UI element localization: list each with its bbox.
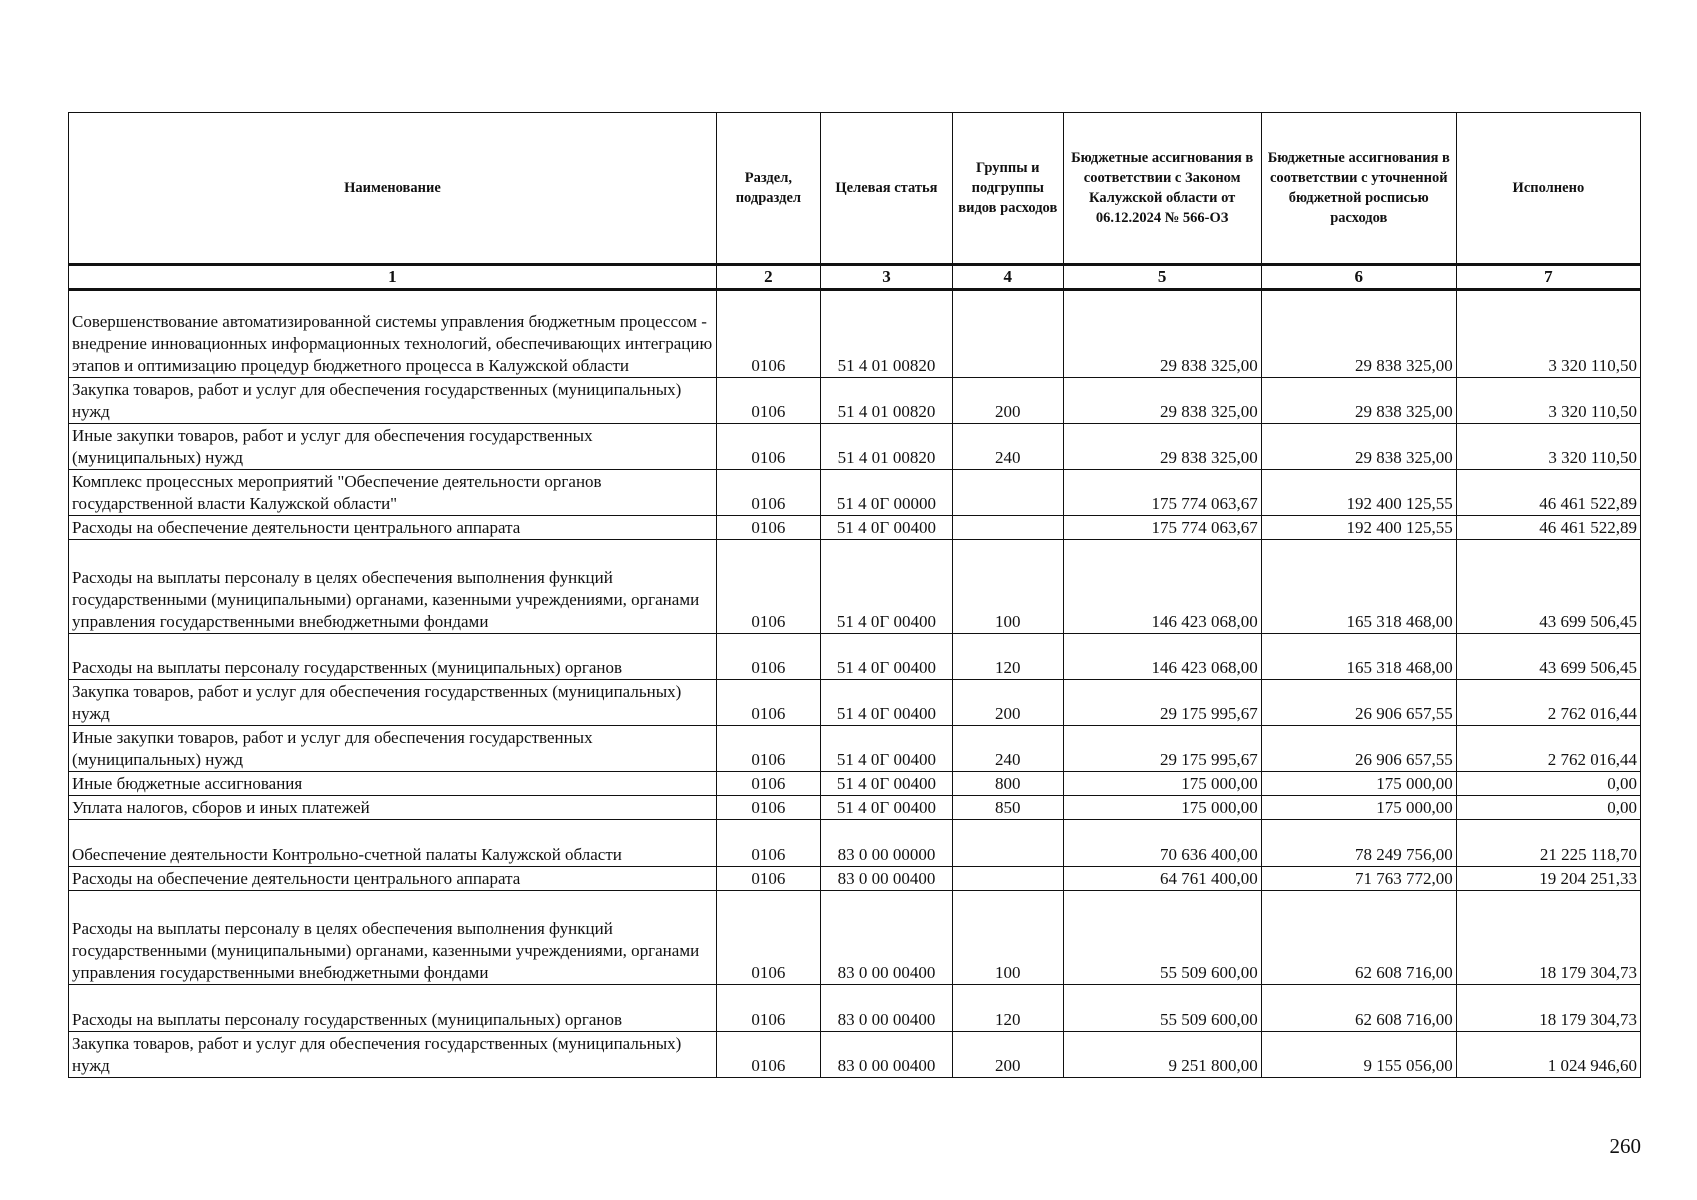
row-law: 175 774 063,67: [1063, 516, 1261, 540]
row-executed: 21 225 118,70: [1456, 820, 1640, 867]
header-executed: Исполнено: [1456, 113, 1640, 265]
row-executed: 43 699 506,45: [1456, 634, 1640, 680]
row-group: 850: [953, 796, 1064, 820]
page-number: 260: [1609, 1134, 1641, 1158]
row-group: 200: [953, 680, 1064, 726]
row-law: 55 509 600,00: [1063, 891, 1261, 985]
row-law: 175 774 063,67: [1063, 470, 1261, 516]
row-section: 0106: [716, 820, 820, 867]
row-law: 29 838 325,00: [1063, 290, 1261, 378]
table-row: [69, 290, 1641, 378]
column-number: 4: [953, 265, 1064, 290]
row-article: 51 4 01 00820: [820, 424, 952, 470]
table-row: [69, 540, 1641, 634]
table-row: [69, 634, 1641, 680]
row-executed: 18 179 304,73: [1456, 985, 1640, 1032]
table-body: [69, 290, 1641, 1078]
row-article: 51 4 0Г 00400: [820, 772, 952, 796]
row-refined: 62 608 716,00: [1261, 891, 1456, 985]
table-row: [69, 680, 1641, 726]
row-name: Обеспечение деятельности Контрольно-счетной палаты Калужской области: [69, 820, 717, 867]
row-refined: 192 400 125,55: [1261, 516, 1456, 540]
row-executed: 1 024 946,60: [1456, 1032, 1640, 1078]
row-law: 29 838 325,00: [1063, 378, 1261, 424]
row-group: 200: [953, 378, 1064, 424]
column-number: 3: [820, 265, 952, 290]
row-law: 175 000,00: [1063, 796, 1261, 820]
row-section: 0106: [716, 891, 820, 985]
row-executed: 0,00: [1456, 796, 1640, 820]
row-section: 0106: [716, 470, 820, 516]
row-law: 175 000,00: [1063, 772, 1261, 796]
table-row: [69, 772, 1641, 796]
budget-table: [68, 112, 1641, 1078]
row-law: 146 423 068,00: [1063, 540, 1261, 634]
row-executed: 19 204 251,33: [1456, 867, 1640, 891]
table-row: [69, 378, 1641, 424]
header-refined-allocations: Бюджетные ассигнования в соответствии с уточненной бюджетной росписью расходов: [1261, 113, 1456, 265]
column-number: 6: [1261, 265, 1456, 290]
row-executed: 43 699 506,45: [1456, 540, 1640, 634]
header-target-article: Целевая статья: [820, 113, 952, 265]
row-section: 0106: [716, 1032, 820, 1078]
header-section: Раздел, подраздел: [716, 113, 820, 265]
row-article: 83 0 00 00400: [820, 891, 952, 985]
row-group: 200: [953, 1032, 1064, 1078]
table-row: [69, 867, 1641, 891]
row-group: 120: [953, 634, 1064, 680]
row-section: 0106: [716, 985, 820, 1032]
row-group: [953, 290, 1064, 378]
row-group: 100: [953, 891, 1064, 985]
row-law: 146 423 068,00: [1063, 634, 1261, 680]
row-refined: 78 249 756,00: [1261, 820, 1456, 867]
header-expense-groups: Группы и подгруппы видов расходов: [953, 113, 1064, 265]
row-refined: 192 400 125,55: [1261, 470, 1456, 516]
row-name: Иные закупки товаров, работ и услуг для обеспечения государственных (муниципальных) нужд: [69, 424, 717, 470]
row-section: 0106: [716, 796, 820, 820]
table-row: [69, 796, 1641, 820]
row-group: 240: [953, 424, 1064, 470]
row-section: 0106: [716, 634, 820, 680]
table-row: [69, 820, 1641, 867]
column-number: 2: [716, 265, 820, 290]
row-name: Комплекс процессных мероприятий "Обеспечение деятельности органов государственной власти Калужской области": [69, 470, 717, 516]
row-name: Закупка товаров, работ и услуг для обеспечения государственных (муниципальных) нужд: [69, 680, 717, 726]
table-row: [69, 891, 1641, 985]
column-number-row: [69, 265, 1641, 290]
row-section: 0106: [716, 290, 820, 378]
row-section: 0106: [716, 867, 820, 891]
row-executed: 3 320 110,50: [1456, 378, 1640, 424]
row-executed: 0,00: [1456, 772, 1640, 796]
row-article: 51 4 0Г 00400: [820, 634, 952, 680]
column-number: 7: [1456, 265, 1640, 290]
header-row: [69, 113, 1641, 265]
row-name: Закупка товаров, работ и услуг для обеспечения государственных (муниципальных) нужд: [69, 378, 717, 424]
row-section: 0106: [716, 726, 820, 772]
row-article: 51 4 01 00820: [820, 290, 952, 378]
row-name: Расходы на обеспечение деятельности центрального аппарата: [69, 867, 717, 891]
row-refined: 29 838 325,00: [1261, 424, 1456, 470]
row-law: 29 838 325,00: [1063, 424, 1261, 470]
row-name: Совершенствование автоматизированной системы управления бюджетным процессом - внедрение инновационных информационных технологий, обеспечивающих интеграцию этапов и оптимизацию процедур бюджетного процесса в Калужской области: [69, 290, 717, 378]
budget-table-container: [68, 112, 1641, 1078]
row-group: [953, 470, 1064, 516]
row-article: 83 0 00 00400: [820, 985, 952, 1032]
row-law: 29 175 995,67: [1063, 680, 1261, 726]
row-article: 83 0 00 00000: [820, 820, 952, 867]
row-refined: 175 000,00: [1261, 796, 1456, 820]
row-law: 64 761 400,00: [1063, 867, 1261, 891]
row-refined: 29 838 325,00: [1261, 378, 1456, 424]
row-refined: 26 906 657,55: [1261, 726, 1456, 772]
row-article: 51 4 0Г 00400: [820, 516, 952, 540]
row-law: 9 251 800,00: [1063, 1032, 1261, 1078]
row-name: Расходы на обеспечение деятельности центрального аппарата: [69, 516, 717, 540]
header-name: Наименование: [69, 113, 717, 265]
row-executed: 3 320 110,50: [1456, 424, 1640, 470]
row-name: Расходы на выплаты персоналу в целях обеспечения выполнения функций государственными (муниципальными) органами, казенными учреждениями, органами управления государственными внебюджетными фондами: [69, 891, 717, 985]
table-row: [69, 470, 1641, 516]
row-law: 55 509 600,00: [1063, 985, 1261, 1032]
row-group: 240: [953, 726, 1064, 772]
row-group: [953, 516, 1064, 540]
row-name: Расходы на выплаты персоналу в целях обеспечения выполнения функций государственными (муниципальными) органами, казенными учреждениями, органами управления государственными внебюджетными фондами: [69, 540, 717, 634]
row-section: 0106: [716, 772, 820, 796]
column-number: 5: [1063, 265, 1261, 290]
row-article: 83 0 00 00400: [820, 1032, 952, 1078]
row-article: 51 4 0Г 00400: [820, 726, 952, 772]
row-group: [953, 820, 1064, 867]
row-executed: 46 461 522,89: [1456, 516, 1640, 540]
row-name: Расходы на выплаты персоналу государственных (муниципальных) органов: [69, 634, 717, 680]
row-article: 51 4 0Г 00400: [820, 796, 952, 820]
row-law: 70 636 400,00: [1063, 820, 1261, 867]
row-refined: 62 608 716,00: [1261, 985, 1456, 1032]
row-group: 100: [953, 540, 1064, 634]
column-number: 1: [69, 265, 717, 290]
row-group: 120: [953, 985, 1064, 1032]
row-article: 51 4 01 00820: [820, 378, 952, 424]
row-section: 0106: [716, 516, 820, 540]
row-refined: 9 155 056,00: [1261, 1032, 1456, 1078]
row-refined: 26 906 657,55: [1261, 680, 1456, 726]
table-row: [69, 985, 1641, 1032]
row-executed: 3 320 110,50: [1456, 290, 1640, 378]
row-section: 0106: [716, 680, 820, 726]
row-section: 0106: [716, 540, 820, 634]
row-executed: 46 461 522,89: [1456, 470, 1640, 516]
row-executed: 2 762 016,44: [1456, 726, 1640, 772]
row-refined: 71 763 772,00: [1261, 867, 1456, 891]
row-refined: 29 838 325,00: [1261, 290, 1456, 378]
table-row: [69, 726, 1641, 772]
row-section: 0106: [716, 378, 820, 424]
row-name: Иные бюджетные ассигнования: [69, 772, 717, 796]
row-refined: 165 318 468,00: [1261, 540, 1456, 634]
row-name: Закупка товаров, работ и услуг для обеспечения государственных (муниципальных) нужд: [69, 1032, 717, 1078]
row-executed: 2 762 016,44: [1456, 680, 1640, 726]
header-law-allocations: Бюджетные ассигнования в соответствии с Законом Калужской области от 06.12.2024 № 566-ОЗ: [1063, 113, 1261, 265]
row-name: Уплата налогов, сборов и иных платежей: [69, 796, 717, 820]
row-refined: 175 000,00: [1261, 772, 1456, 796]
row-refined: 165 318 468,00: [1261, 634, 1456, 680]
row-group: [953, 867, 1064, 891]
table-row: [69, 424, 1641, 470]
row-group: 800: [953, 772, 1064, 796]
row-executed: 18 179 304,73: [1456, 891, 1640, 985]
row-article: 51 4 0Г 00000: [820, 470, 952, 516]
row-article: 51 4 0Г 00400: [820, 540, 952, 634]
row-name: Расходы на выплаты персоналу государственных (муниципальных) органов: [69, 985, 717, 1032]
row-section: 0106: [716, 424, 820, 470]
table-row: [69, 516, 1641, 540]
row-article: 83 0 00 00400: [820, 867, 952, 891]
row-article: 51 4 0Г 00400: [820, 680, 952, 726]
row-law: 29 175 995,67: [1063, 726, 1261, 772]
row-name: Иные закупки товаров, работ и услуг для обеспечения государственных (муниципальных) нужд: [69, 726, 717, 772]
table-row: [69, 1032, 1641, 1078]
